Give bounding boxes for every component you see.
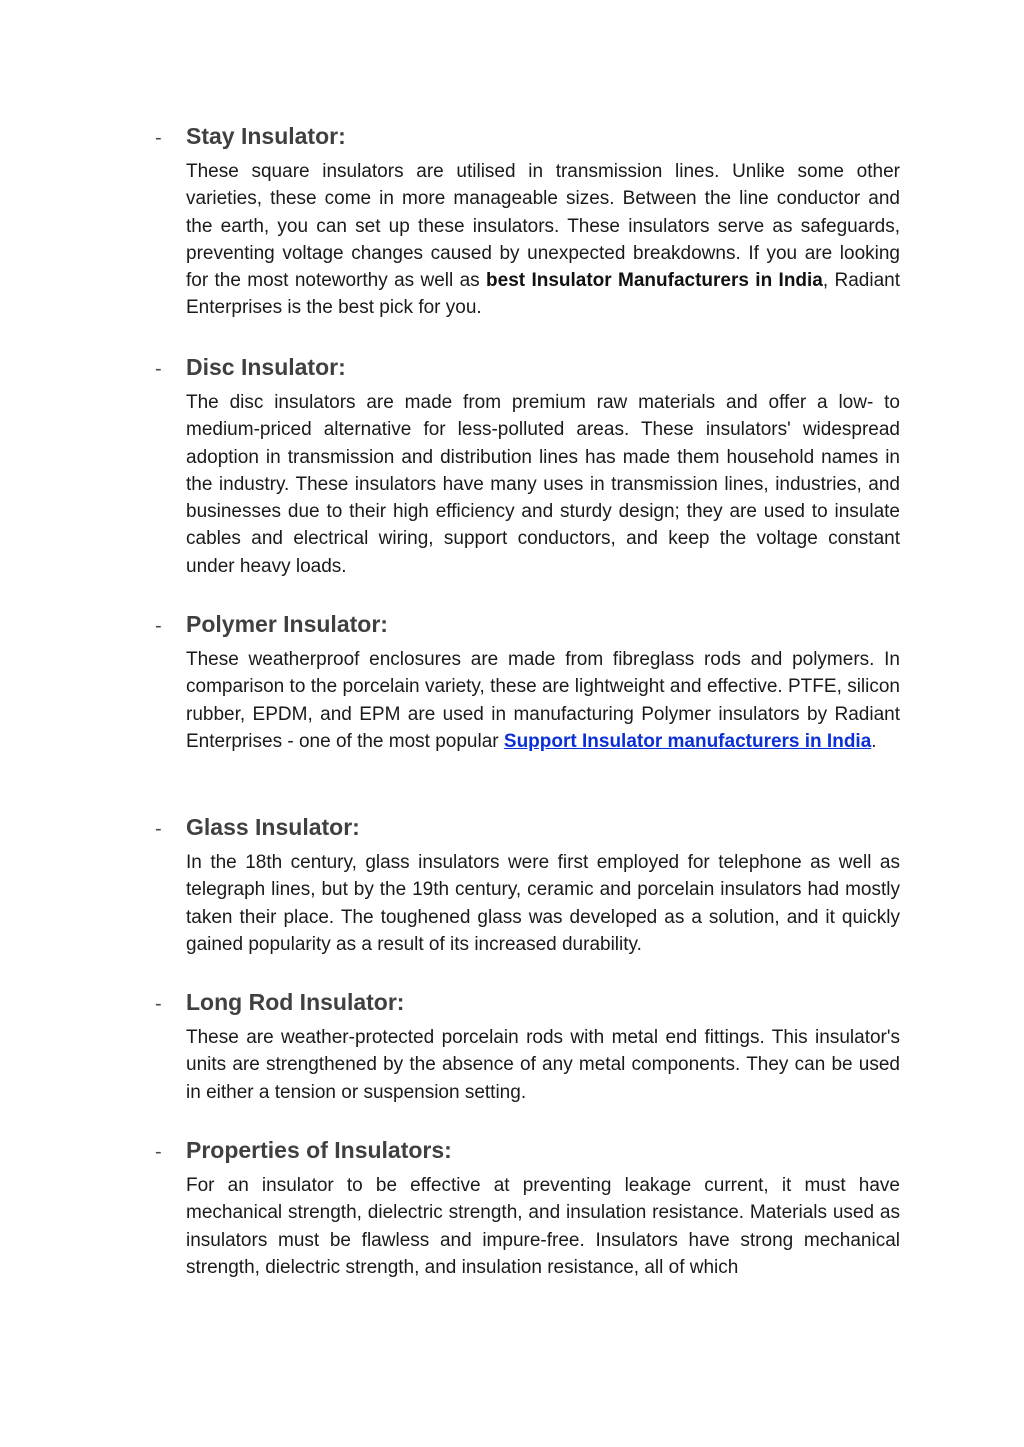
section-paragraph: These are weather-protected porcelain rods with metal end fittings. This insulator's units are strengthened by the absence of any metal components. They can be used in either a tension or suspension setting.	[186, 1027, 900, 1103]
section-heading-row	[155, 814, 900, 844]
section-polymer-insulator	[155, 611, 900, 774]
bullet-dash: -	[155, 993, 162, 1015]
bold-keyword: best Insulator Manufacturers in India	[486, 270, 823, 292]
paragraph-text: , Radiant Enterprises is the best pick for you.	[186, 270, 901, 319]
section-paragraph: The disc insulators are made from premium raw materials and offer a low- to medium-priced alternative for less-polluted areas. These insulators' widespread adoption in transmission and distribution lines has made them household names in the industry. These insulators have many uses in transmission lines, industries, and businesses due to their high efficiency and sturdy design; they are used to insulate cables and electrical wiring, support conductors, and keep the voltage constant under heavy loads.	[186, 392, 900, 577]
section-paragraph: For an insulator to be effective at preventing leakage current, it must have mechanical strength, dielectric strength, and insulation resistance. Materials used as insulators must be flawless and impure-free. Insulators have strong mechanical strength, dielectric strength, and insulation resistance, all of which	[186, 1175, 900, 1278]
bullet-dash: -	[155, 127, 162, 149]
bullet-dash: -	[155, 358, 162, 380]
section-glass-insulator	[155, 814, 900, 977]
paragraph-text: .	[871, 730, 877, 752]
paragraph-text: These square insulators are utilised in transmission lines. Unlike some other varieties, these come in more manageable sizes. Between the line conductor and the earth, you can set up these insulators. These insulators serve as safeguards, preventing voltage changes caused by unexpected breakdowns. If you are looking for the most noteworthy as well as	[186, 161, 900, 292]
section-heading: Stay Insulator:	[186, 123, 346, 149]
section-heading-row	[155, 1137, 900, 1167]
paragraph-text: These weatherproof enclosures are made from fibreglass rods and polymers. In comparison to the porcelain variety, these are lightweight and effective. PTFE, silicon rubber, EPDM, and EPM are used in manufacturing Polymer insulators by Radiant Enterprises - one of the most popular	[186, 649, 900, 752]
section-properties-of-insulators	[155, 1137, 900, 1300]
section-heading-row	[155, 123, 900, 153]
section-heading: Disc Insulator:	[186, 354, 346, 380]
section-paragraph: In the 18th century, glass insulators were first employed for telephone as well as telegraph lines, but by the 19th century, ceramic and porcelain insulators had mostly taken their place. The toughened glass was developed as a solution, and it quickly gained popularity as a result of its increased durability.	[186, 852, 900, 955]
section-heading-row	[155, 611, 900, 641]
section-heading: Polymer Insulator:	[186, 611, 388, 637]
support-insulator-link[interactable]: Support Insulator manufacturers in India	[503, 730, 872, 752]
section-heading-row	[155, 989, 900, 1019]
section-paragraph	[186, 158, 900, 322]
section-long-rod-insulator	[155, 989, 900, 1125]
section-heading-row	[155, 354, 900, 384]
section-disc-insulator	[155, 354, 900, 599]
bullet-dash: -	[155, 818, 162, 840]
bullet-dash: -	[155, 615, 162, 637]
section-paragraph	[186, 646, 900, 755]
section-stay-insulator	[155, 123, 900, 341]
section-heading: Properties of Insulators:	[186, 1137, 452, 1163]
bullet-dash: -	[155, 1141, 162, 1163]
section-heading: Glass Insulator:	[186, 814, 360, 840]
section-heading: Long Rod Insulator:	[186, 989, 405, 1015]
